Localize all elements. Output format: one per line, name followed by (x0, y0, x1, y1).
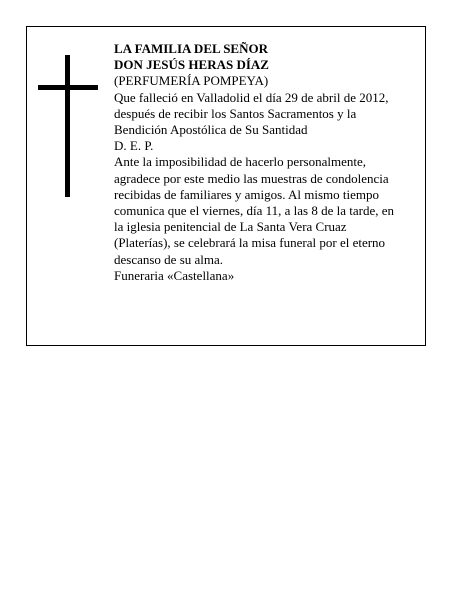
body-line-2: agradece por este medio las muestras de condolencia (114, 170, 389, 186)
death-line-1: Que falleció en Valladolid el día 29 de abril de 2012, (114, 89, 389, 105)
body-line-3: recibidas de familiares y amigos. Al mismo tiempo (114, 186, 380, 202)
body-line-4: comunica que el viernes, día 11, a las 8 de la tarde, en (114, 203, 394, 219)
body-line-7: descanso de su alma. (114, 251, 224, 267)
death-line-3: Bendición Apostólica de Su Santidad (114, 122, 308, 138)
cross-vertical-bar (65, 55, 70, 197)
rip-text: D. E. P. (114, 138, 154, 154)
notice-heading-name: DON JESÚS HERAS DÍAZ (114, 57, 269, 73)
notice-heading-family: LA FAMILIA DEL SEÑOR (114, 41, 268, 56)
body-line-5: la iglesia penitencial de La Santa Vera Cruaz (114, 219, 347, 235)
obituary-notice (26, 26, 426, 346)
death-line-2: después de recibir los Santos Sacramentos y la (114, 105, 357, 121)
notice-subtitle: (PERFUMERÍA POMPEYA) (114, 73, 269, 89)
body-line-1: Ante la imposibilidad de hacerlo personalmente, (114, 154, 366, 170)
funeral-home: Funeraria «Castellana» (114, 267, 235, 283)
notice-text (114, 41, 419, 284)
body-line-6: (Platerías), se celebrará la misa funeral por el eterno (114, 235, 386, 251)
cross-icon (38, 55, 98, 197)
cross-horizontal-bar (38, 85, 98, 90)
